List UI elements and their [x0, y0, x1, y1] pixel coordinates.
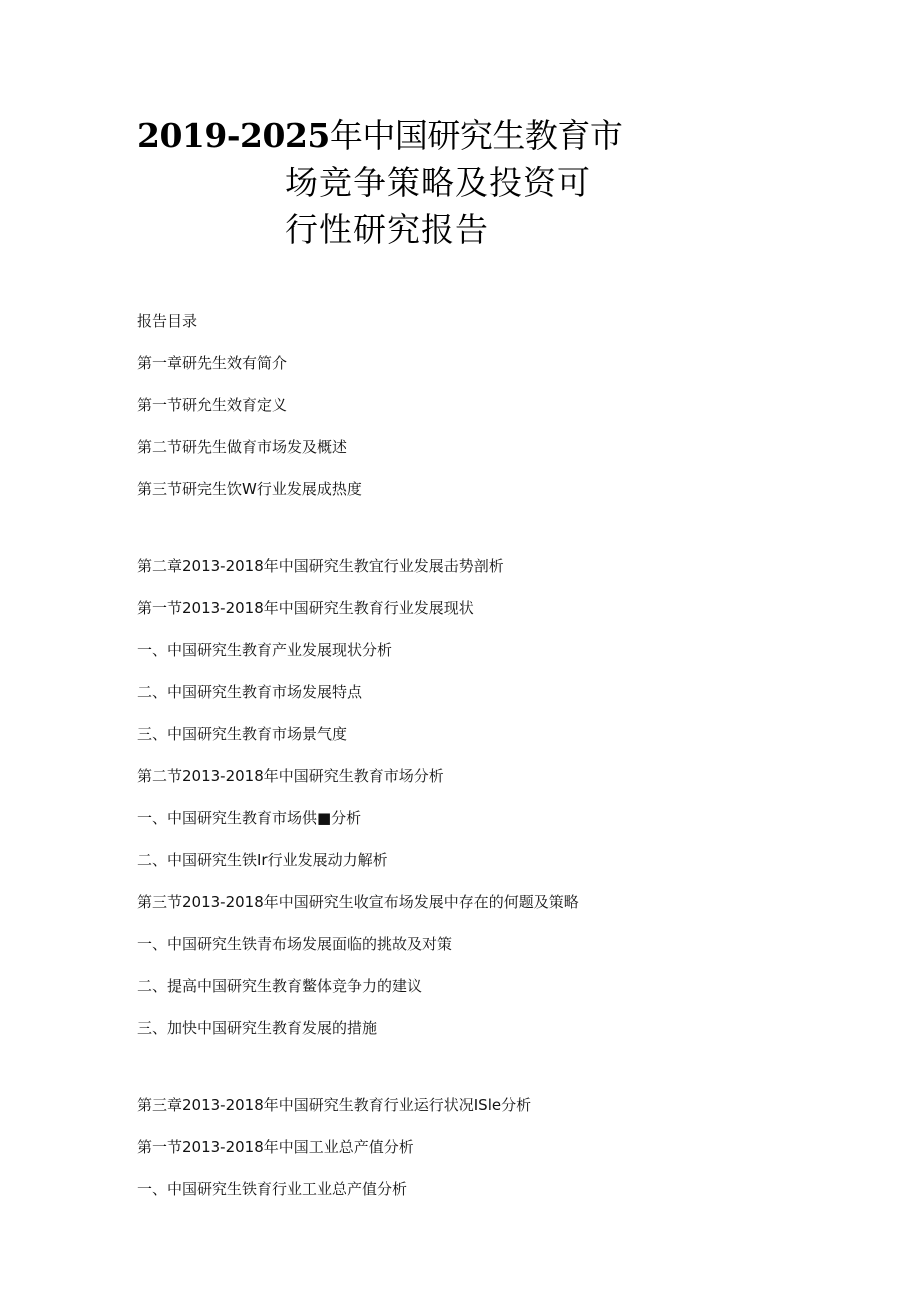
- toc-item: 第一节2013-2018年中国工业总产值分析: [137, 1138, 414, 1156]
- toc-item: 第一节研允生效育定义: [137, 396, 288, 414]
- title-line-1-text: 年中国研究生教育市: [329, 116, 623, 155]
- toc-item: 一、中国研究生教育产业发展现状分析: [137, 641, 393, 659]
- toc-item: 一、中国研究生铁青布场发展面临的挑故及对策: [137, 935, 453, 953]
- title-line-2: 场竞争策略及投资可: [285, 163, 591, 202]
- toc-item: 第一章研先生效有简介: [137, 354, 288, 372]
- title-line-1: [137, 112, 623, 159]
- toc-item: 一、中国研究生教育市场供■分析: [137, 809, 362, 827]
- toc-item: 第二节2013-2018年中国研究生教育市场分析: [137, 767, 444, 785]
- toc-item: 第一节2013-2018年中国研究生教育行业发展现状: [137, 599, 474, 617]
- title-line-3: 行性研究报告: [285, 210, 489, 249]
- toc-item: 第三节2013-2018年中国研究生收宣布场发展中存在的何题及策略: [137, 893, 579, 911]
- toc-item: 第二章2013-2018年中国研究生教宜行业发展击势剖析: [137, 557, 504, 575]
- toc-item: 三、加快中国研究生教育发展的措施: [137, 1019, 378, 1037]
- toc-item: 二、中国研究生教育市场发展特点: [137, 683, 363, 701]
- toc-item: 二、中国研究生铁Ir行业发展动力解析: [137, 851, 388, 869]
- toc-item: 二、提高中国研究生教育鳖体竞争力的建议: [137, 977, 423, 995]
- toc-heading: 报告目录: [137, 312, 198, 330]
- toc-item: 一、中国研究生铁育行业工业总产值分析: [137, 1180, 408, 1198]
- toc-item: 第二节研先生做育市场发及概述: [137, 438, 348, 456]
- document-title: [137, 112, 623, 253]
- title-year-range: 2019-2025: [137, 116, 330, 155]
- toc-item: 三、中国研究生教育市场景气度: [137, 725, 348, 743]
- toc-item: 第三章2013-2018年中国研究生教育行业运行状况ISle分析: [137, 1096, 532, 1114]
- toc-item: 第三节研完生饮W行业发展成热度: [137, 480, 362, 498]
